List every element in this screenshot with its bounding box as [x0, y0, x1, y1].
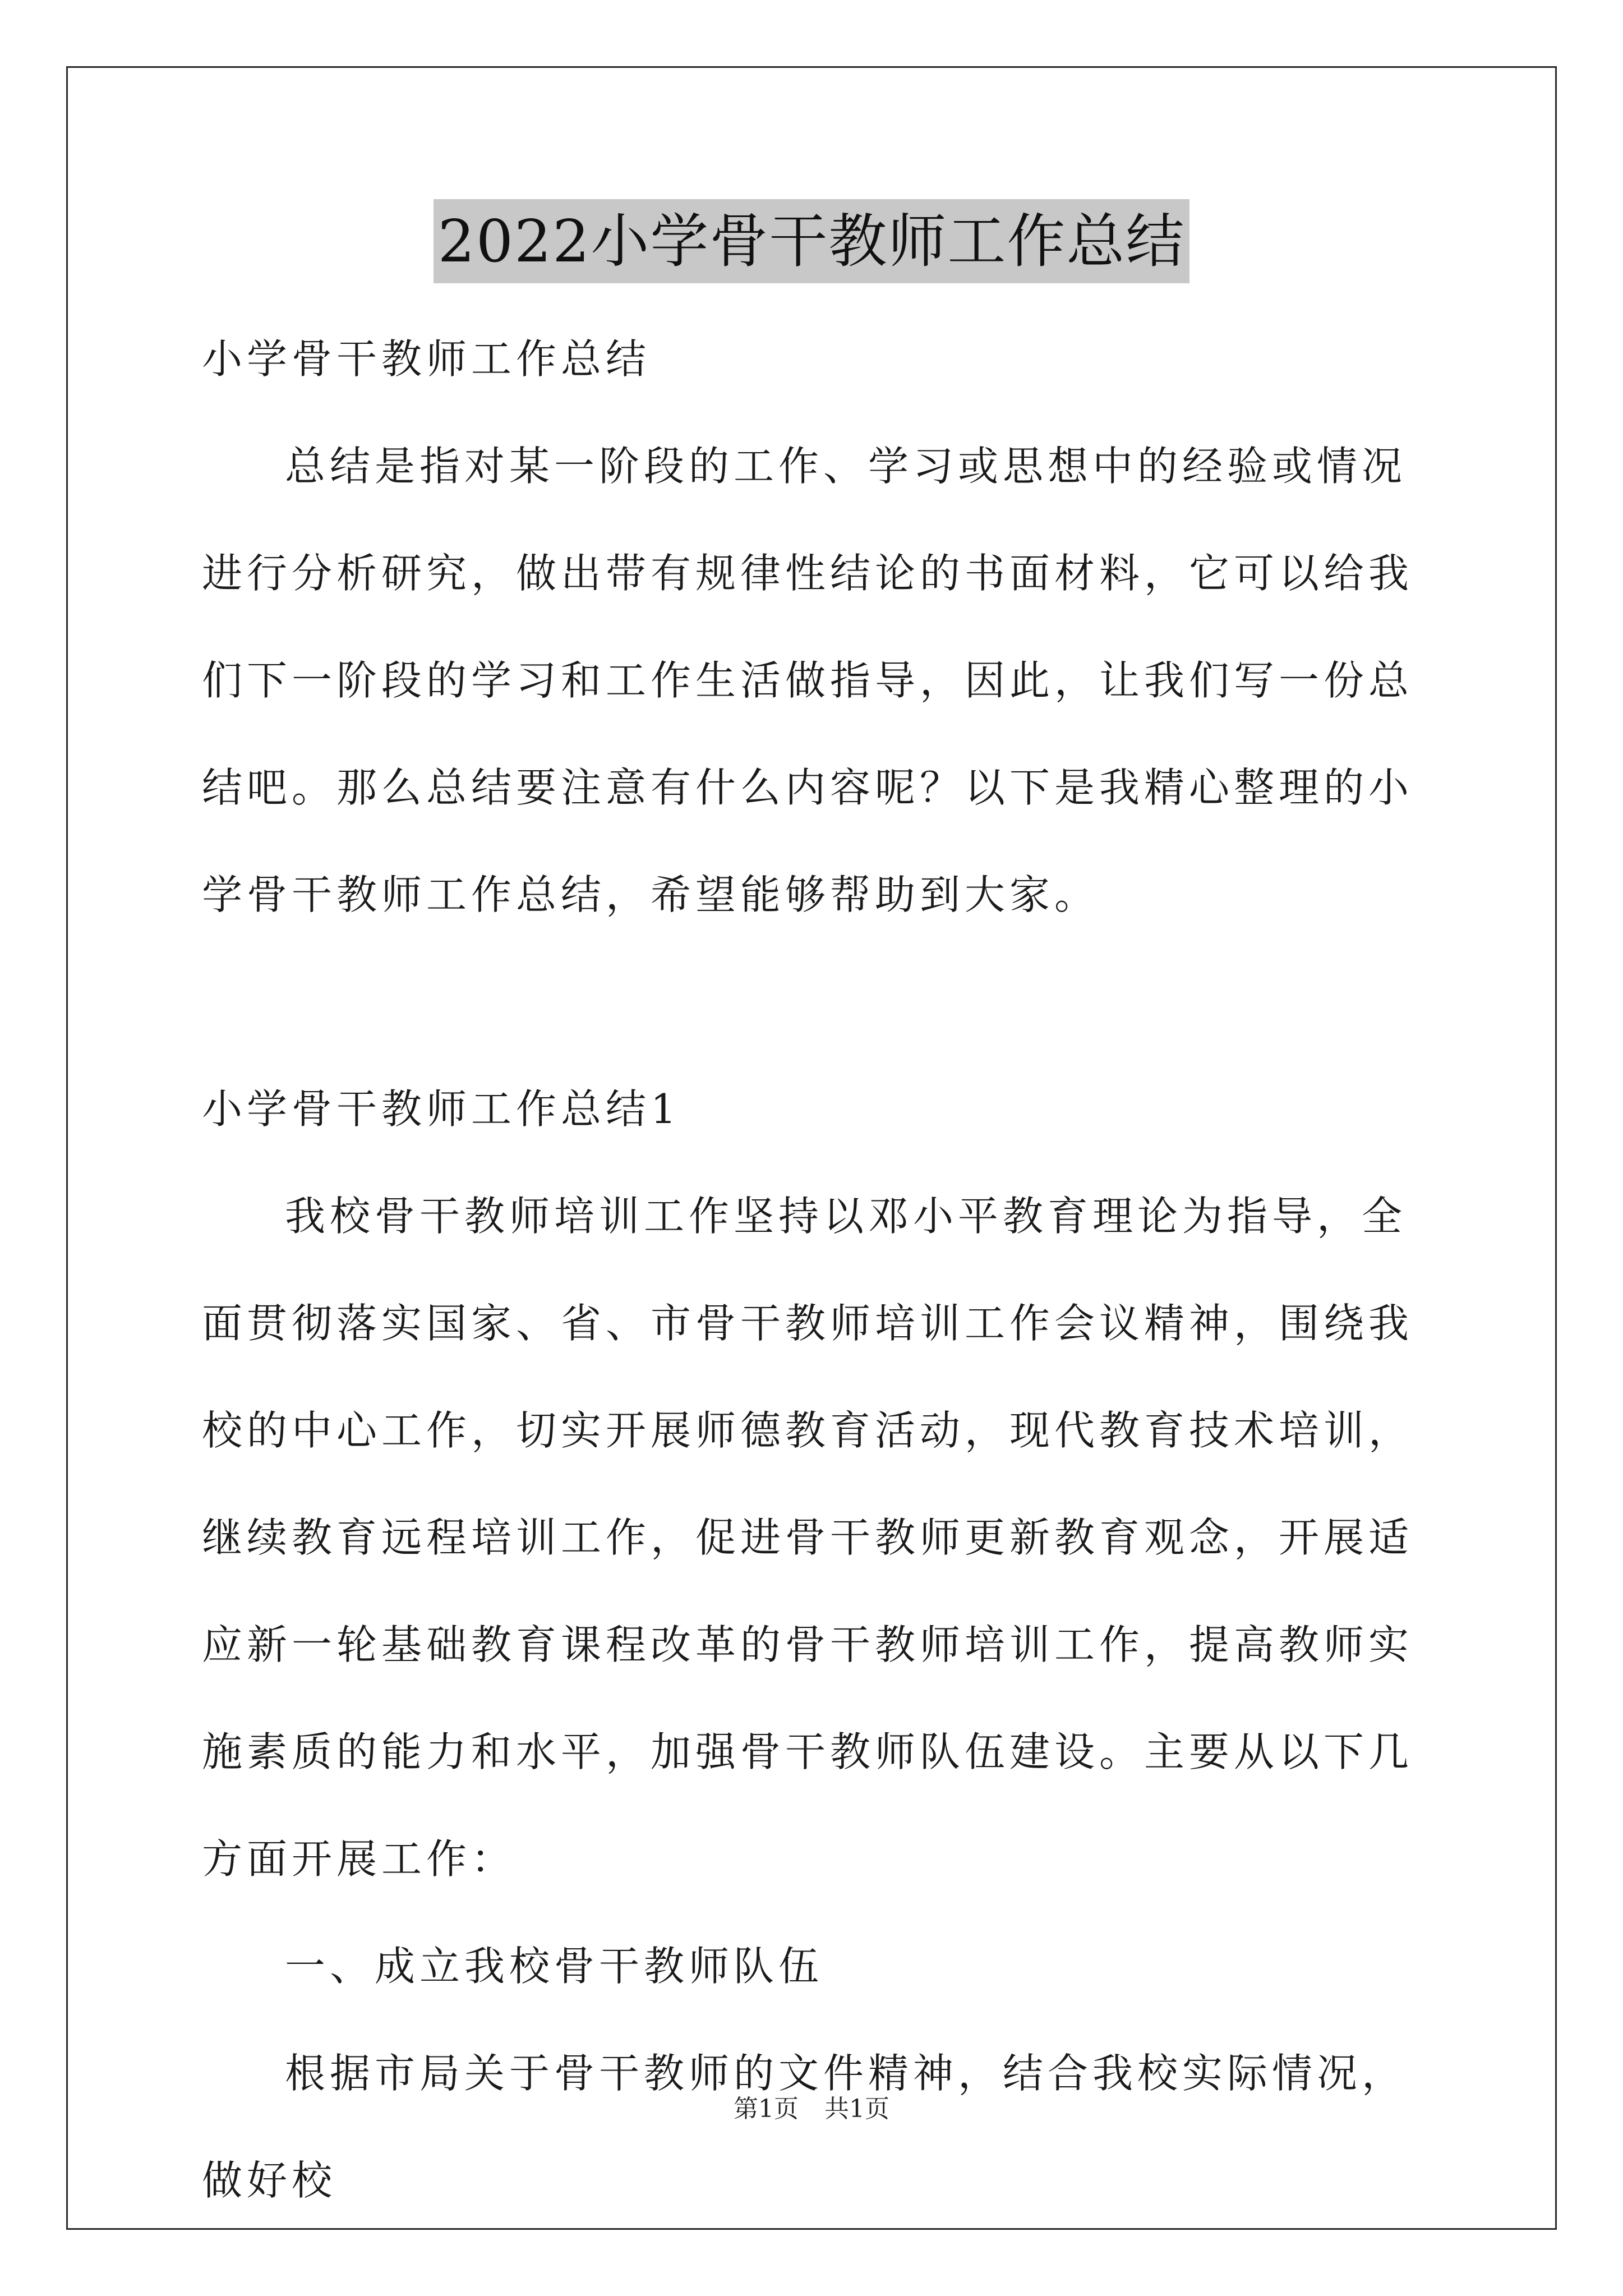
page-total: 共1页 [824, 2095, 889, 2123]
document-body [202, 306, 1441, 2234]
last-paragraph: 根据市局关于骨干教师的文件精神，结合我校实际情况，做好校 [202, 2050, 1407, 2204]
section-heading: 小学骨干教师工作总结1 [202, 1085, 681, 1133]
page-number: 第1页 [734, 2095, 799, 2123]
list-heading: 一、成立我校骨干教师队伍 [285, 1943, 824, 1990]
paragraph-gap [202, 949, 1441, 1056]
intro-paragraph: 总结是指对某一阶段的工作、学习或思想中的经验或情况进行分析研究，做出带有规律性结论的书面材料，它可以给我们下一阶段的学习和工作生活做指导，因此，让我们写一份总结吧。那么总结要注意有什么内容呢？以下是我精心整理的小学骨干教师工作总结，希望能够帮助到大家。 [202, 443, 1414, 918]
body-paragraph: 我校骨干教师培训工作坚持以邓小平教育理论为指导，全面贯彻落实国家、省、市骨干教师培训工作会议精神，围绕我校的中心工作，切实开展师德教育活动，现代教育技术培训，继续教育远程培训工作，促进骨干教师更新教育观念，开展适应新一轮基础教育课程改革的骨干教师培训工作，提高教师实施素质的能力和水平，加强骨干教师队伍建设。主要从以下几方面开展工作： [202, 1193, 1414, 1883]
page-footer [0, 2092, 1623, 2126]
title-container [0, 199, 1623, 283]
document-subtitle: 小学骨干教师工作总结 [202, 335, 651, 383]
document-title: 2022小学骨干教师工作总结 [434, 199, 1190, 283]
